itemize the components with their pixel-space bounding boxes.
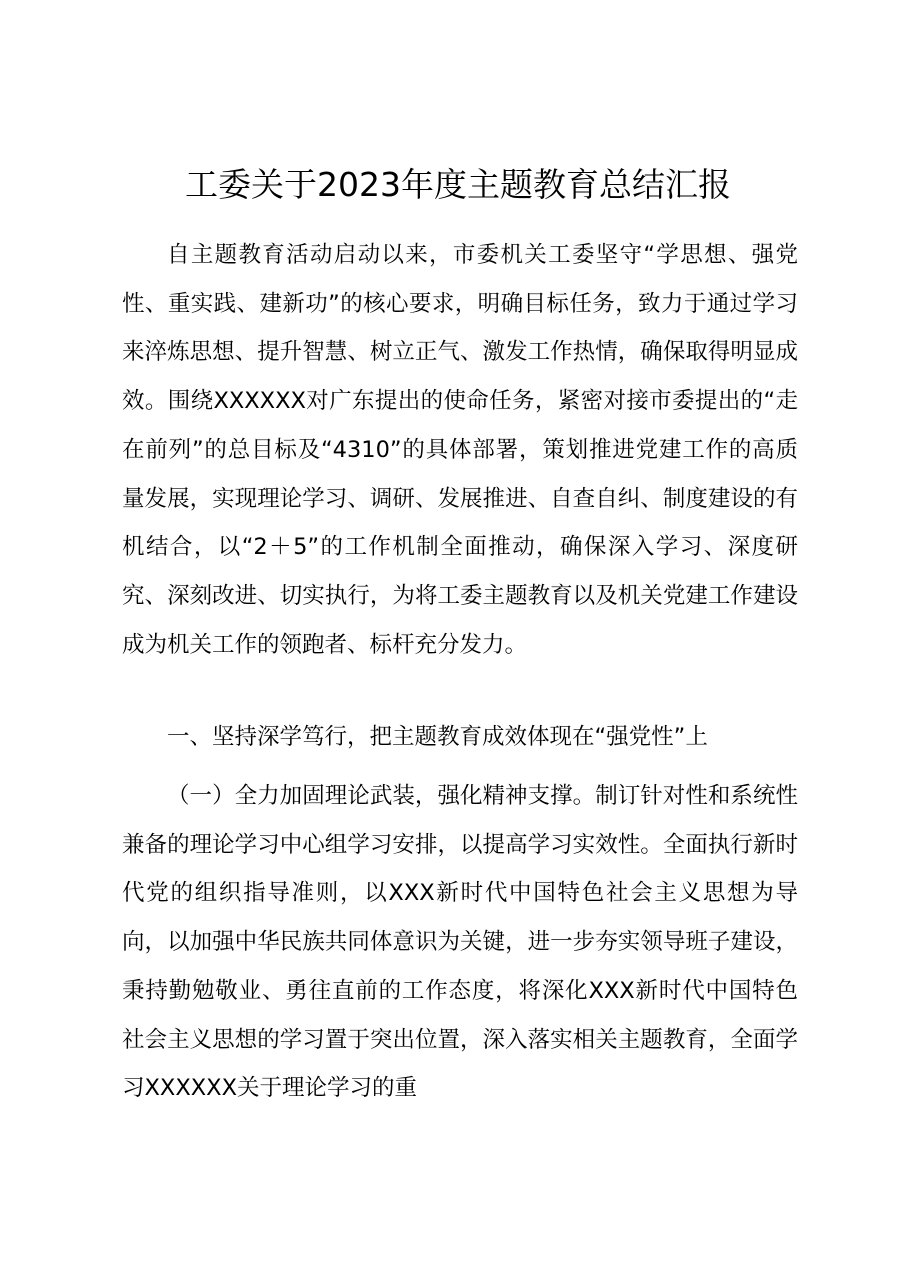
document-title: 工委关于2023年度主题教育总结汇报 (185, 165, 731, 204)
subsection-1-paragraph: （一）全力加固理论武装，强化精神支撑。制订针对性和系统性兼备的理论学习中心组学习安排，以提高学习实效性。全面执行新时代党的组织指导准则，以XXX新时代中国特色社会主义思想为导向，以加强中华民族共同体意识为关键，进一步夯实领导班子建设，秉持勤勉敬业、勇往直前的工作态度，将深化XXX新时代中国特色社会主义思想的学习置于突出位置，深入落实相关主题教育，全面学习XXXXXX关于理论学习的重 (122, 783, 798, 1102)
section-heading-1: 一、坚持深学笃行，把主题教育成效体现在“强党性”上 (167, 724, 708, 750)
intro-paragraph: 自主题教育活动启动以来，市委机关工委坚守“学思想、强党性、重实践、建新功”的核心要求，明确目标任务，致力于通过学习来淬炼思想、提升智慧、树立正气、激发工作热情，确保取得明显成效。围绕XXXXXX对广东提出的使命任务，紧密对接市委提出的“走在前列”的总目标及“4310”的具体部署，策划推进党建工作的高质量发展，实现理论学习、调研、发展推进、自查自纠、制度建设的有机结合，以“2＋5”的工作机制全面推动，确保深入学习、深度研究、深刻改进、切实执行，为将工委主题教育以及机关党建工作建设成为机关工作的领跑者、标杆充分发力。 (122, 242, 798, 658)
